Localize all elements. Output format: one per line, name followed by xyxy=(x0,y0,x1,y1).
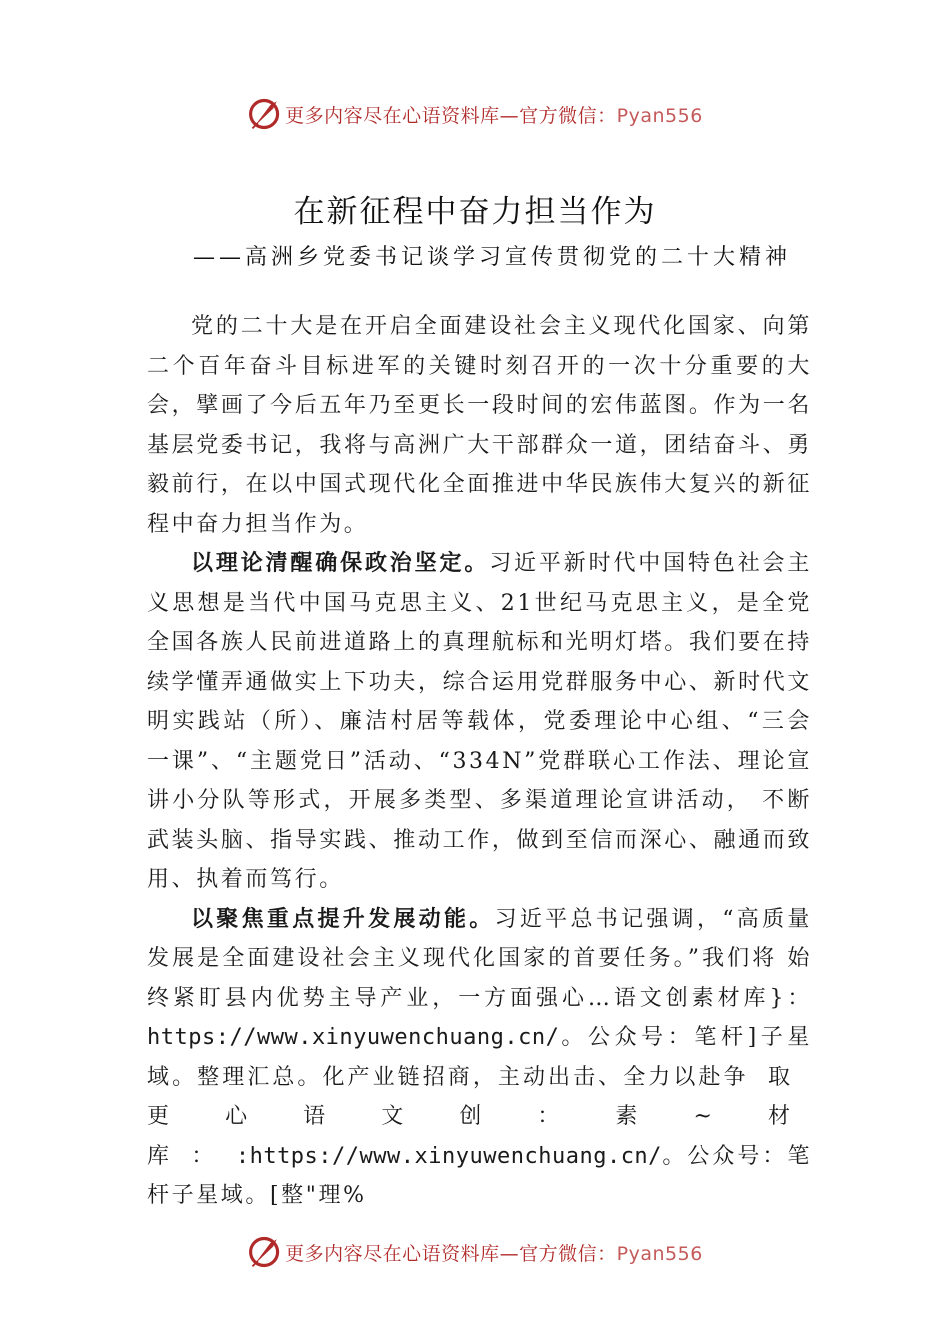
page-title: 在新征程中奋力担当作为 xyxy=(293,194,657,230)
header-banner-text: 更多内容尽在心语资料库—官方微信：Pyan556 xyxy=(285,104,703,127)
footer-banner xyxy=(0,1232,950,1272)
paragraph-development-body-c: 。公众号：笔杆子星域。[整"理% xyxy=(147,1143,812,1208)
header-wechat-id: Pyan556 xyxy=(616,104,703,127)
quill-pen-logo-icon xyxy=(247,96,283,132)
footer-wechat-id: Pyan556 xyxy=(616,1242,703,1265)
article-body xyxy=(147,307,812,1216)
paragraph-theory-lead: 以理论清醒确保政治坚定。 xyxy=(191,550,490,576)
paragraph-theory-body: 习近平新时代中国特色社会主义思想是当代中国马克思主义、21世纪马克思主义，是全党全国各族人民前进道路上的真理航标和光明灯塔。我们要在持续学懂弄通做实上下功夫，综合运用党群服务中心、新时代文明实践站（所）、廉洁村居等载体，党委理论中心组、“三会一课”、“主题党日”活动、“334N”党群联心工作法、理论宣讲小分队等形式，开展多类型、多渠道理论宣讲活动， 不断武装头脑、指导实践、推动工作，做到至信而深心、融通而致用、执着而笃行。 xyxy=(147,551,812,892)
source-url-2[interactable]: :https://www.xinyuwenchuang.cn/ xyxy=(235,1143,662,1169)
header-banner xyxy=(0,94,950,134)
paragraph-development-lead: 以聚焦重点提升发展动能。 xyxy=(191,905,495,932)
paragraph-intro: 党的二十大是在开启全面建设社会主义现代化国家、向第二个百年奋斗目标进军的关键时刻召开的一次十分重要的大会，擘画了今后五年乃至更长一段时间的宏伟蓝图。作为一名基层党委书记，我将与高洲广大干部群众一道，团结奋斗、勇毅前行，在以中国式现代化全面推进中华民族伟大复兴的新征程中奋力担当作为。 xyxy=(147,314,812,537)
page-subtitle: ——高洲乡党委书记谈学习宣传贯彻党的二十大精神 xyxy=(193,245,792,270)
quill-pen-logo-icon xyxy=(247,1234,283,1270)
footer-banner-text: 更多内容尽在心语资料库—官方微信：Pyan556 xyxy=(285,1242,703,1265)
paragraph-development-body-b: 。公众号：笔杆]子星域。整理汇总。化产业链招商，主动出击、全力以赴 xyxy=(147,1025,812,1090)
paragraph-development-body-a: 习近平总书记强调，“高质量发展是全面建设社会主义现代化国家的首要任务。”我们将 始终紧盯县内优势主导产业，一方面强心…语文创素材库}： xyxy=(147,906,812,1011)
paragraph-development xyxy=(147,900,812,1216)
paragraph-theory xyxy=(147,544,812,900)
source-url-1[interactable]: https://www.xinyuwenchuang.cn/ xyxy=(147,1025,560,1050)
paragraph-development-spread: 争取更心语文创：素~材库： xyxy=(147,1064,812,1169)
